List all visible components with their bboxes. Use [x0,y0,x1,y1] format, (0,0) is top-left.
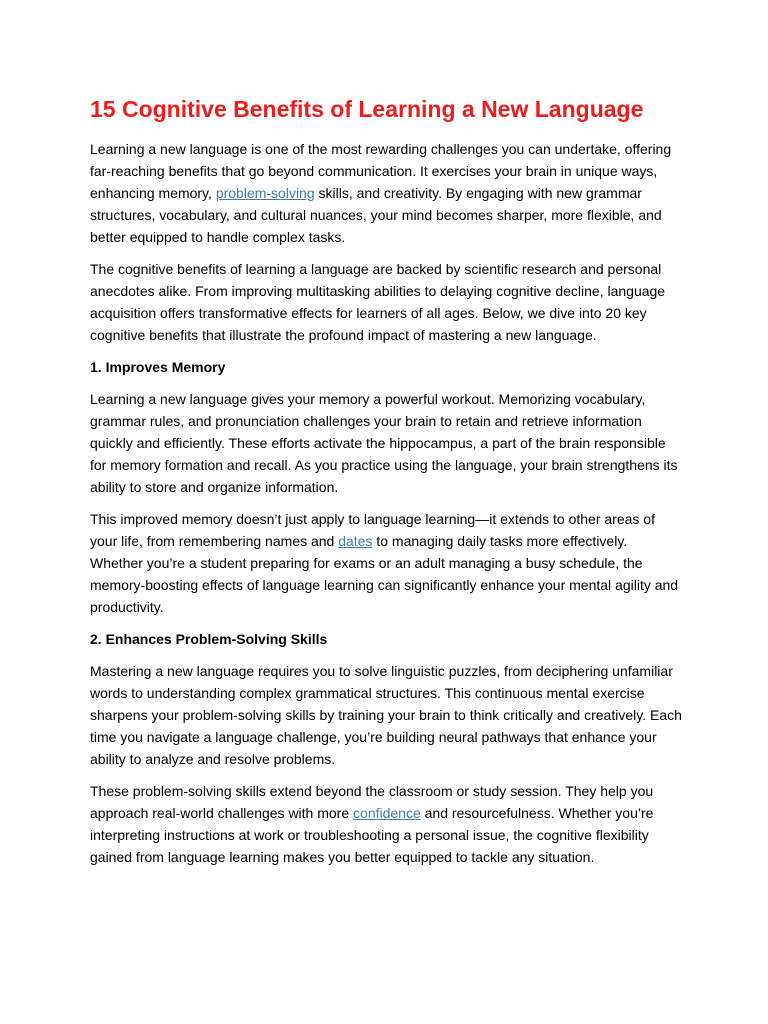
intro-paragraph [90,138,682,248]
memory-paragraph-1: Learning a new language gives your memory a powerful workout. Memorizing vocabulary, grammar rules, and pronunciation challenges your brain to retain and retrieve information quickly and efficiently. These efforts activate the hippocampus, a part of the brain responsible for memory formation and recall. As you practice using the language, your brain strengthens its ability to store and organize information. [90,391,678,495]
intro-text-end: skills, and creativity. By engaging with new grammar structures, vocabulary, and cultural nuances, your mind becomes sharper, more flexible, and better equipped to handle complex tasks. [90,185,662,245]
dates-link[interactable]: dates [338,533,373,549]
section-heading-memory: 1. Improves Memory [90,359,226,375]
problem-solving-text-end: and resourcefulness. Whether you’re interpreting instructions at work or troubleshooting a personal issue, the cognitive flexibility gained from language learning makes you better equipped to tackle any situation. [90,805,654,865]
memory-text-start: This improved memory doesn’t just apply to language learning—it extends to other areas of your life, from remembering names and [90,511,655,549]
second-paragraph: The cognitive benefits of learning a language are backed by scientific research and personal anecdotes alike. From improving multitasking abilities to delaying cognitive decline, language acquisition offers transformative effects for learners of all ages. Below, we dive into 20 key cognitive benefits that illustrate the profound impact of mastering a new language. [90,261,666,343]
memory-text-end: to managing daily tasks more effectively. Whether you’re a student preparing for exams or an adult managing a busy schedule, the memory-boosting effects of language learning can significantly enhance your mental agility and productivity. [90,533,679,615]
intro-text-start: Learning a new language is one of the most rewarding challenges you can undertake, offering far-reaching benefits that go beyond communication. It exercises your brain in unique ways, enhancing memory, [90,141,672,201]
confidence-link[interactable]: confidence [353,805,421,821]
problem-solving-link[interactable]: problem-solving [215,185,315,201]
problem-solving-text-start: These problem-solving skills extend beyond the classroom or study session. They help you approach real-world challenges with more [90,783,654,821]
page-title: 15 Cognitive Benefits of Learning a New Language [90,96,644,122]
problem-solving-paragraph-1: Mastering a new language requires you to solve linguistic puzzles, from deciphering unfamiliar words to understanding complex grammatical structures. This continuous mental exercise sharpens your problem-solving skills by training your brain to think critically and creatively. Each time you navigate a language challenge, you’re building neural pathways that enhance your ability to analyze and resolve problems. [90,663,682,767]
document-page [90,94,682,878]
section-heading-problem-solving: 2. Enhances Problem-Solving Skills [90,631,328,647]
problem-solving-paragraph-2 [90,780,682,868]
memory-paragraph-2 [90,508,682,618]
